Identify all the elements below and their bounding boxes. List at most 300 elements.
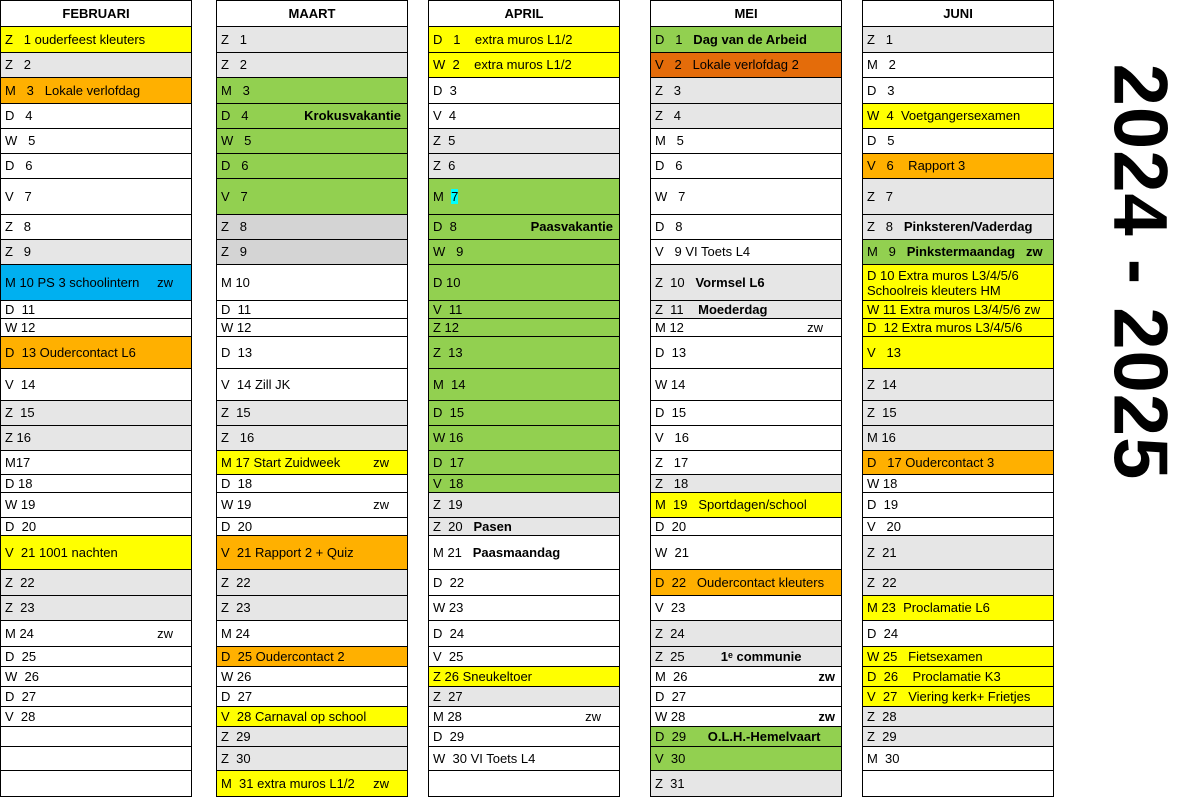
day-text: W 25 Fietsexamen — [867, 648, 983, 664]
day-row — [651, 646, 841, 666]
day-row — [429, 52, 619, 77]
day-text: D 6 — [5, 158, 33, 173]
day-text: D 3 — [867, 82, 895, 98]
day-row — [1, 214, 191, 239]
zw-marker: zw — [157, 274, 173, 290]
day-row — [429, 620, 619, 646]
day-row — [1, 239, 191, 264]
day-row — [863, 517, 1053, 535]
day-text: M 9 Pinkstermaandag zw — [867, 244, 1043, 259]
day-row — [651, 128, 841, 153]
day-row — [429, 706, 619, 726]
day-row — [651, 178, 841, 214]
day-row — [651, 425, 841, 450]
day-text: V 25 — [433, 648, 464, 664]
day-row — [863, 706, 1053, 726]
day-text: W 18 — [867, 475, 898, 491]
day-text: Z 18 — [655, 475, 689, 491]
day-text: W 5 — [221, 133, 252, 148]
day-text: Z 28 — [867, 708, 897, 724]
day-text: W 30 VI Toets L4 — [433, 750, 536, 766]
day-row — [429, 450, 619, 474]
day-text: M 3 — [221, 82, 250, 98]
day-row — [1, 336, 191, 368]
row-note: zw — [818, 708, 835, 724]
day-row — [651, 336, 841, 368]
day-text: Z 11 Moederdag — [655, 301, 768, 317]
day-row — [217, 128, 407, 153]
day-row — [429, 770, 619, 796]
day-text: Z 22 — [221, 574, 251, 590]
day-row — [217, 400, 407, 425]
day-text: W 23 — [433, 600, 464, 615]
day-row — [651, 770, 841, 796]
day-text: V 6 Rapport 3 — [867, 158, 966, 173]
day-row — [429, 178, 619, 214]
day-row — [1, 474, 191, 492]
day-row — [651, 318, 841, 336]
day-row — [217, 153, 407, 178]
day-text: D 10 — [433, 274, 461, 290]
day-row — [863, 27, 1053, 52]
day-row — [863, 569, 1053, 595]
day-row — [863, 686, 1053, 706]
day-text: M 31 extra muros L1/2 — [221, 775, 355, 791]
day-row — [217, 336, 407, 368]
day-text: M 2 — [867, 57, 896, 72]
day-row — [429, 666, 619, 686]
day-row — [863, 746, 1053, 770]
day-row — [217, 620, 407, 646]
day-row — [217, 27, 407, 52]
day-row — [217, 535, 407, 569]
day-text: D 20 — [221, 518, 253, 534]
day-text: D 27 — [221, 688, 253, 704]
day-text: M 26 — [655, 668, 688, 684]
day-text: W 28 — [655, 708, 686, 724]
day-text: W 2 extra muros L1/2 — [433, 57, 572, 72]
day-text: D 8 — [655, 219, 683, 234]
day-row — [217, 318, 407, 336]
day-text: W 19 — [5, 497, 36, 512]
day-row — [1, 535, 191, 569]
day-text: D 10 Extra muros L3/4/5/6 Schoolreis kleuters HM — [867, 267, 1019, 298]
day-row — [651, 517, 841, 535]
day-row — [651, 450, 841, 474]
day-row — [651, 239, 841, 264]
day-row — [429, 492, 619, 517]
day-row — [863, 770, 1053, 796]
day-text: D 6 — [221, 158, 249, 173]
day-text: M17 — [5, 454, 31, 470]
day-row — [863, 726, 1053, 746]
day-row — [217, 77, 407, 103]
day-row — [217, 52, 407, 77]
day-text: D 1 Dag van de Arbeid — [655, 31, 807, 47]
day-text: D 13 Oudercontact L6 — [5, 344, 136, 360]
month-column-februari — [0, 0, 192, 797]
day-list — [650, 26, 842, 797]
day-text: D 27 — [5, 688, 37, 704]
day-row — [1, 27, 191, 52]
day-text: Z 27 — [433, 688, 463, 704]
day-text: V 21 Rapport 2 + Quiz — [221, 544, 354, 560]
day-row — [863, 264, 1053, 300]
month-header: APRIL — [428, 0, 620, 26]
day-row — [863, 450, 1053, 474]
day-row — [863, 400, 1053, 425]
month-column-april — [428, 0, 620, 797]
day-text: Z 6 — [433, 158, 456, 173]
day-text: D 22 Oudercontact kleuters — [655, 574, 825, 590]
day-text: D 12 Extra muros L3/4/5/6 — [867, 319, 1023, 335]
day-text: V 9 VI Toets L4 — [655, 244, 751, 259]
day-text: Z 15 — [221, 405, 251, 420]
day-row — [1, 128, 191, 153]
day-row — [217, 746, 407, 770]
day-text: Z 9 — [5, 244, 32, 259]
day-row — [217, 646, 407, 666]
day-text: M 12 — [655, 319, 684, 335]
day-row — [863, 595, 1053, 620]
day-text: D 18 — [5, 475, 33, 491]
day-text: V 11 — [433, 301, 463, 317]
day-row — [429, 569, 619, 595]
day-row — [863, 239, 1053, 264]
day-text: W 4 Voetgangersexamen — [867, 108, 1021, 123]
day-row — [863, 474, 1053, 492]
day-text: D 20 — [655, 518, 687, 534]
day-text: Z 26 Sneukeltoer — [433, 668, 533, 684]
zw-marker: zw — [807, 319, 823, 335]
day-text: Z 7 — [867, 188, 894, 204]
day-row — [1, 686, 191, 706]
day-row — [1, 318, 191, 336]
day-row — [429, 474, 619, 492]
day-row — [429, 153, 619, 178]
day-row — [651, 726, 841, 746]
day-text: Z 21 — [867, 544, 897, 560]
day-row — [651, 400, 841, 425]
day-text: Z 29 — [867, 728, 897, 744]
day-text: M 3 Lokale verlofdag — [5, 82, 141, 98]
day-text: D 25 — [5, 648, 37, 664]
day-text: V 27 Viering kerk+ Frietjes — [867, 688, 1031, 704]
day-row — [651, 706, 841, 726]
day-text: M 24 — [5, 625, 34, 641]
day-text: M 10 PS 3 schoolintern — [5, 274, 140, 290]
day-row — [863, 368, 1053, 400]
day-text: D 17 Oudercontact 3 — [867, 454, 995, 470]
day-text: Z 20 Pasen — [433, 518, 512, 534]
day-row — [217, 239, 407, 264]
day-row — [429, 300, 619, 318]
day-row — [1, 595, 191, 620]
day-row — [651, 569, 841, 595]
day-row — [429, 128, 619, 153]
day-row — [217, 726, 407, 746]
day-text: D 29 O.L.H.-Hemelvaart — [655, 728, 821, 744]
day-text: W 26 — [221, 668, 252, 684]
day-text: D 13 — [655, 344, 687, 360]
month-column-maart — [216, 0, 408, 797]
day-text: Z 3 — [655, 82, 682, 98]
day-row — [1, 77, 191, 103]
day-row — [863, 214, 1053, 239]
day-row — [429, 535, 619, 569]
day-text: Z 8 — [221, 219, 248, 234]
month-header: MAART — [216, 0, 408, 26]
day-text: W 14 — [655, 376, 686, 392]
day-text: D 6 — [655, 158, 683, 173]
day-row — [863, 646, 1053, 666]
day-text: D 25 Oudercontact 2 — [221, 648, 345, 664]
day-text: D 4 — [221, 108, 249, 123]
day-text: Z 31 — [655, 775, 685, 791]
day-text: M 24 — [221, 625, 250, 641]
day-row — [1, 726, 191, 746]
day-row — [429, 425, 619, 450]
day-text: Z 10 Vormsel L6 — [655, 274, 765, 290]
day-row — [1, 620, 191, 646]
day-row — [217, 103, 407, 128]
day-row — [217, 517, 407, 535]
day-row — [863, 620, 1053, 646]
day-text: Z 13 — [433, 344, 463, 360]
day-text: D 1 extra muros L1/2 — [433, 31, 573, 47]
day-row — [1, 569, 191, 595]
zw-marker: zw — [373, 497, 389, 512]
day-text: V 14 — [5, 376, 36, 392]
day-row — [217, 178, 407, 214]
day-text: Z 14 — [867, 376, 897, 392]
month-column-juni — [862, 0, 1054, 797]
day-row — [217, 666, 407, 686]
day-row — [1, 52, 191, 77]
day-row — [1, 153, 191, 178]
zw-marker: zw — [157, 625, 173, 641]
day-row — [217, 264, 407, 300]
day-text: W 5 — [5, 133, 36, 148]
day-row — [429, 239, 619, 264]
day-text: D 15 — [433, 405, 465, 420]
day-text: W 19 — [221, 497, 252, 512]
day-row — [1, 492, 191, 517]
day-row — [1, 666, 191, 686]
day-text: W 9 — [433, 244, 464, 259]
day-text: D 11 — [5, 301, 36, 317]
day-row — [429, 746, 619, 770]
day-text: Z 12 — [433, 319, 460, 335]
day-row — [651, 52, 841, 77]
day-row — [217, 450, 407, 474]
day-row — [863, 128, 1053, 153]
day-text: V 7 — [5, 188, 32, 204]
day-text: Z 8 — [5, 219, 32, 234]
day-row — [863, 535, 1053, 569]
day-row — [863, 52, 1053, 77]
row-note: zw — [818, 668, 835, 684]
day-row — [651, 153, 841, 178]
day-row — [651, 103, 841, 128]
day-text: D 11 — [221, 301, 252, 317]
day-row — [429, 595, 619, 620]
day-text: Z 16 — [221, 430, 255, 445]
day-row — [217, 770, 407, 796]
day-text: V 14 Zill JK — [221, 376, 291, 392]
day-text: Z 9 — [221, 244, 248, 259]
zw-marker: zw — [585, 708, 601, 724]
day-text: M 7 — [433, 188, 459, 204]
day-text: M 23 Proclamatie L6 — [867, 600, 990, 615]
day-row — [217, 492, 407, 517]
day-text: Z 23 — [5, 600, 35, 615]
day-text: V 30 — [655, 750, 686, 766]
day-text: M 10 — [221, 274, 250, 290]
day-text: Z 5 — [433, 133, 456, 148]
day-row — [429, 103, 619, 128]
day-text: W 11 Extra muros L3/4/5/6 zw — [867, 301, 1041, 317]
day-text: D 15 — [655, 405, 687, 420]
day-list — [0, 26, 192, 797]
day-row — [651, 77, 841, 103]
day-list — [216, 26, 408, 797]
day-row — [217, 706, 407, 726]
day-text: Z 23 — [221, 600, 251, 615]
day-row — [651, 595, 841, 620]
day-row — [1, 264, 191, 300]
day-row — [651, 474, 841, 492]
row-note: Krokusvakantie — [304, 108, 401, 123]
day-text: Z 24 — [655, 625, 685, 641]
day-row — [651, 746, 841, 770]
zw-marker: zw — [373, 775, 389, 791]
day-row — [429, 517, 619, 535]
day-text: Z 16 — [5, 430, 32, 445]
day-text: M 19 Sportdagen/school — [655, 497, 807, 512]
day-row — [429, 726, 619, 746]
day-text: W 12 — [5, 319, 36, 335]
day-text: Z 22 — [5, 574, 35, 590]
day-row — [217, 686, 407, 706]
day-row — [651, 686, 841, 706]
day-text: M 28 — [433, 708, 462, 724]
day-text: D 22 — [433, 574, 465, 590]
day-text: D 20 — [5, 518, 37, 534]
day-text: V 23 — [655, 600, 686, 615]
day-row — [651, 492, 841, 517]
month-header: MEI — [650, 0, 842, 26]
day-text: V 18 — [433, 475, 464, 491]
day-text: V 28 Carnaval op school — [221, 708, 367, 724]
day-text: D 26 Proclamatie K3 — [867, 668, 1001, 684]
day-row — [1, 706, 191, 726]
day-row — [429, 368, 619, 400]
day-text: M 5 — [655, 133, 684, 148]
day-row — [1, 368, 191, 400]
day-text: D 4 — [5, 108, 33, 123]
day-row — [1, 400, 191, 425]
day-row — [863, 77, 1053, 103]
zw-marker: zw — [373, 454, 389, 470]
day-row — [1, 746, 191, 770]
day-text: D 24 — [433, 625, 465, 641]
day-row — [651, 300, 841, 318]
day-row — [429, 27, 619, 52]
day-row — [1, 103, 191, 128]
day-text: W 21 — [655, 544, 689, 560]
day-text: W 26 — [5, 668, 39, 684]
day-text: Z 1 ouderfeest kleuters — [5, 31, 146, 47]
day-text: M 16 — [867, 430, 896, 445]
day-text: V 7 — [221, 188, 248, 204]
day-text: M 21 Paasmaandag — [433, 544, 561, 560]
day-row — [651, 368, 841, 400]
day-text: Z 2 — [5, 57, 32, 72]
day-text: D 3 — [433, 82, 457, 98]
day-row — [863, 318, 1053, 336]
day-text: V 4 — [433, 108, 457, 123]
day-text: V 20 — [867, 518, 901, 534]
day-row — [217, 474, 407, 492]
day-row — [217, 300, 407, 318]
day-text: M 30 — [867, 750, 900, 766]
day-text: V 21 1001 nachten — [5, 544, 118, 560]
day-text: D 17 — [433, 454, 465, 470]
day-text: W 16 — [433, 430, 464, 445]
day-row — [1, 450, 191, 474]
day-row — [429, 400, 619, 425]
day-row — [1, 425, 191, 450]
day-text: D 24 — [867, 625, 899, 641]
day-text: D 5 — [867, 133, 895, 148]
day-text: Z 1 — [867, 31, 894, 47]
day-row — [863, 178, 1053, 214]
day-row — [1, 178, 191, 214]
day-row — [863, 425, 1053, 450]
day-row — [429, 646, 619, 666]
day-row — [429, 264, 619, 300]
day-list — [862, 26, 1054, 797]
day-row — [863, 666, 1053, 686]
day-text: Z 15 — [5, 405, 35, 420]
day-row — [651, 535, 841, 569]
day-text: D 19 — [867, 497, 899, 512]
day-text: W 12 — [221, 319, 252, 335]
day-text: Z 1 — [221, 31, 248, 47]
day-text: D 29 — [433, 728, 465, 744]
day-row — [217, 425, 407, 450]
day-text: D 13 — [221, 344, 253, 360]
day-text: Z 15 — [867, 405, 897, 420]
day-row — [863, 153, 1053, 178]
day-row — [217, 569, 407, 595]
day-text: W 7 — [655, 188, 686, 204]
day-text: V 28 — [5, 708, 36, 724]
day-row — [429, 318, 619, 336]
day-row — [863, 103, 1053, 128]
month-column-mei — [650, 0, 842, 797]
day-text: Z 17 — [655, 454, 689, 470]
day-text: D 8 — [433, 219, 457, 234]
day-row — [863, 300, 1053, 318]
day-row — [651, 620, 841, 646]
day-row — [651, 214, 841, 239]
day-text: Z 22 — [867, 574, 897, 590]
day-row — [863, 492, 1053, 517]
day-row — [429, 214, 619, 239]
day-row — [217, 214, 407, 239]
